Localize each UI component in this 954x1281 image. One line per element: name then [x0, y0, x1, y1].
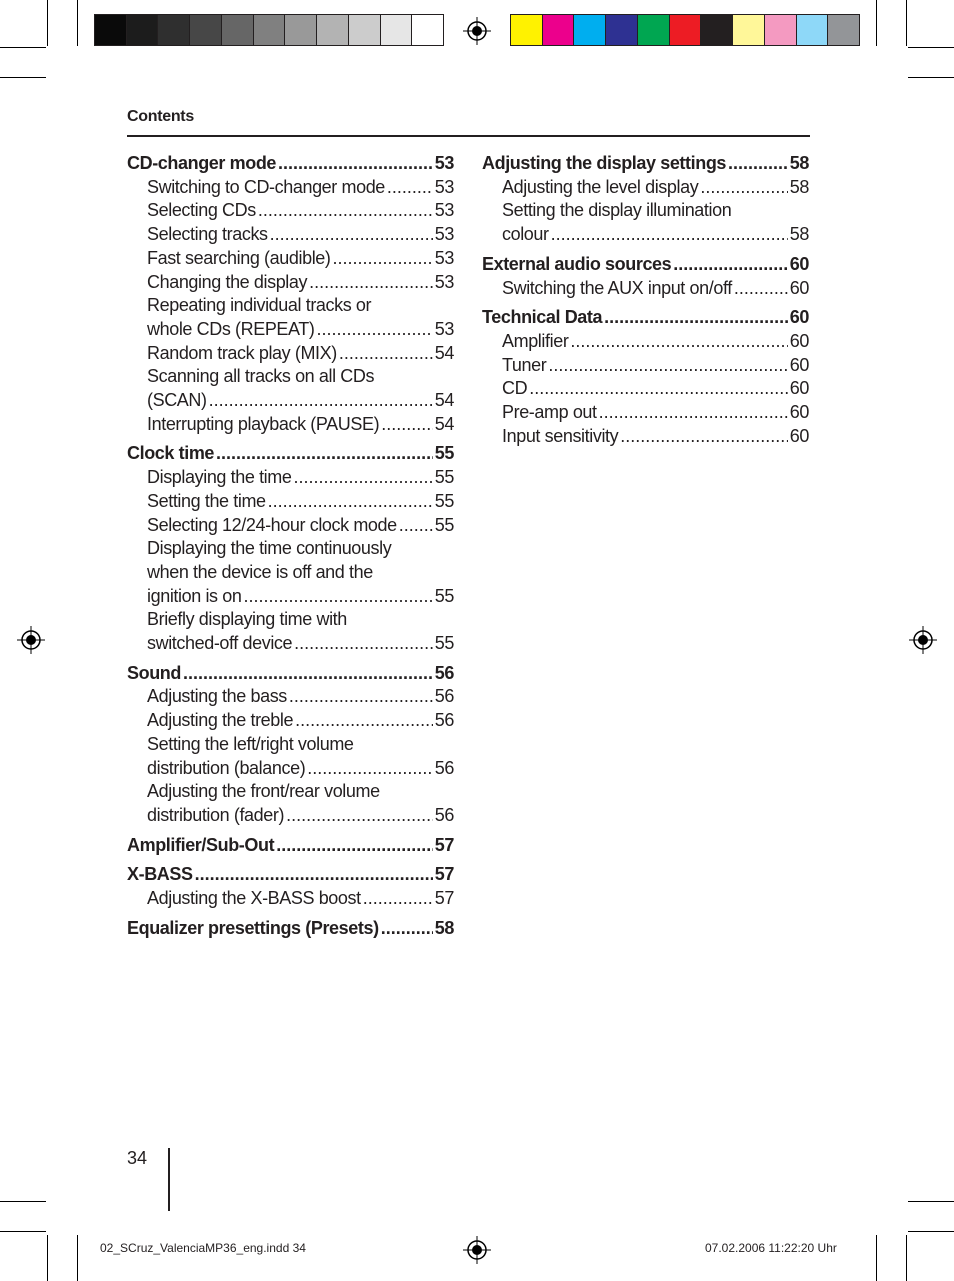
- color-swatch: [511, 15, 543, 45]
- toc-entry[interactable]: [127, 490, 454, 514]
- toc-entry-label: Setting the left/right volume: [147, 733, 354, 754]
- toc-entry-page: 56: [434, 686, 454, 707]
- crop-mark: [0, 1231, 46, 1232]
- dot-leader: [293, 466, 432, 490]
- toc-entry-label: Random track play (MIX): [147, 342, 337, 363]
- toc-heading-page: 58: [789, 153, 809, 173]
- dot-leader: [381, 917, 433, 941]
- toc-entry[interactable]: [127, 561, 454, 585]
- toc-heading[interactable]: [127, 863, 454, 887]
- crop-mark: [77, 1235, 78, 1281]
- dot-leader: [317, 318, 433, 342]
- toc-heading-page: 56: [434, 662, 454, 683]
- color-swatch: [828, 15, 859, 45]
- toc-entry-page: 60: [789, 277, 809, 298]
- dot-leader: [529, 377, 788, 401]
- toc-entry-label: Pre-amp out: [502, 402, 597, 423]
- toc-section: [127, 863, 454, 910]
- toc-entry-label: Selecting 12/24-hour clock mode: [147, 514, 397, 535]
- toc-entry[interactable]: [127, 685, 454, 709]
- color-swatch: [349, 15, 381, 45]
- dot-leader: [333, 247, 433, 271]
- color-swatch: [222, 15, 254, 45]
- toc-entry-label: Adjusting the treble: [147, 710, 294, 731]
- toc-entry-page: 60: [789, 330, 809, 351]
- registration-mark-icon: [463, 17, 491, 45]
- crop-mark: [876, 0, 877, 46]
- color-swatch: [701, 15, 733, 45]
- crop-mark: [908, 1231, 954, 1232]
- dot-leader: [399, 514, 433, 538]
- grayscale-calibration-bar: [94, 14, 444, 46]
- dot-leader: [309, 271, 433, 295]
- toc-entry-page: 53: [434, 271, 454, 292]
- toc-heading-label: Equalizer presettings (Presets): [127, 917, 379, 938]
- toc-section: [482, 152, 809, 247]
- toc-entry[interactable]: [127, 294, 454, 318]
- color-swatch: [381, 15, 413, 45]
- toc-entry-label: switched-off device: [147, 633, 293, 654]
- crop-mark: [0, 47, 46, 48]
- toc-entry[interactable]: [127, 365, 454, 389]
- toc-heading-page: 57: [434, 864, 454, 885]
- toc-entry-label: Scanning all tracks on all CDs: [147, 366, 375, 387]
- toc-entry-label: Setting the display illumination: [502, 200, 732, 221]
- print-slug-timestamp: 07.02.2006 11:22:20 Uhr: [705, 1241, 837, 1255]
- toc-entry-label: when the device is off and the: [147, 561, 373, 582]
- toc-heading-page: 58: [434, 917, 454, 938]
- color-swatch: [797, 15, 829, 45]
- crop-mark: [906, 0, 907, 46]
- dot-leader: [195, 863, 433, 887]
- registration-mark-icon: [463, 1236, 491, 1264]
- toc-heading-label: X-BASS: [127, 864, 193, 885]
- toc-entry[interactable]: [127, 413, 454, 437]
- dot-leader: [243, 585, 432, 609]
- toc-entry[interactable]: [127, 780, 454, 804]
- toc-entry[interactable]: [127, 199, 454, 223]
- toc-entry-label: Selecting tracks: [147, 224, 268, 245]
- toc-entry-page: 58: [789, 176, 809, 197]
- toc-entry-label: Repeating individual tracks or: [147, 295, 372, 316]
- toc-section: [127, 917, 454, 941]
- color-calibration-bar: [510, 14, 860, 46]
- toc-entry-label: Switching the AUX input on/off: [502, 277, 732, 298]
- header-divider: [127, 135, 810, 137]
- toc-heading-label: External audio sources: [482, 253, 672, 274]
- toc-heading-page: 60: [789, 307, 809, 328]
- toc-heading-label: Sound: [127, 662, 181, 683]
- dot-leader: [599, 401, 788, 425]
- toc-entry[interactable]: [127, 709, 454, 733]
- toc-entry-page: 53: [434, 200, 454, 221]
- dot-leader: [548, 354, 787, 378]
- toc-heading[interactable]: [127, 442, 454, 466]
- toc-entry[interactable]: [482, 277, 809, 301]
- page-number: 34: [127, 1148, 148, 1168]
- toc-heading-page: 55: [434, 443, 454, 464]
- dot-leader: [620, 425, 788, 449]
- toc-entry-label: Selecting CDs: [147, 200, 256, 221]
- toc-heading[interactable]: [482, 253, 809, 277]
- toc-entry[interactable]: [127, 537, 454, 561]
- toc-entry-label: Adjusting the front/rear volume: [147, 781, 380, 802]
- color-swatch: [638, 15, 670, 45]
- toc-entry-page: 56: [434, 757, 454, 778]
- toc-entry-label: Briefly displaying time with: [147, 609, 347, 630]
- toc-section: [127, 834, 454, 858]
- toc-column-left: [127, 152, 454, 947]
- crop-mark: [47, 1235, 48, 1281]
- color-swatch: [412, 15, 443, 45]
- toc-entry-page: 53: [434, 224, 454, 245]
- color-swatch: [670, 15, 702, 45]
- crop-mark: [908, 47, 954, 48]
- toc-entry-page: 55: [434, 514, 454, 535]
- toc-entry-label: Input sensitivity: [502, 425, 619, 446]
- toc-entry-label: Displaying the time continuously: [147, 538, 392, 559]
- toc-entry[interactable]: [127, 389, 454, 413]
- color-swatch: [95, 15, 127, 45]
- toc-entry-page: 54: [434, 390, 454, 411]
- dot-leader: [278, 152, 433, 176]
- color-swatch: [606, 15, 638, 45]
- toc-entry-page: 55: [434, 633, 454, 654]
- dot-leader: [307, 757, 432, 781]
- toc-entry[interactable]: [127, 733, 454, 757]
- toc-entry-label: Adjusting the bass: [147, 686, 287, 707]
- dot-leader: [700, 176, 787, 200]
- toc-entry-label: distribution (balance): [147, 757, 306, 778]
- toc-entry-page: 55: [434, 585, 454, 606]
- toc-entry-page: 55: [434, 490, 454, 511]
- color-swatch: [574, 15, 606, 45]
- toc-section: [482, 306, 809, 448]
- toc-entry-page: 60: [789, 378, 809, 399]
- dot-leader: [363, 887, 433, 911]
- toc-entry-page: 57: [434, 888, 454, 909]
- toc-entry-label: Fast searching (audible): [147, 247, 331, 268]
- dot-leader: [183, 662, 433, 686]
- crop-mark: [0, 1201, 46, 1202]
- toc-entry[interactable]: [127, 757, 454, 781]
- toc-heading-page: 57: [434, 834, 454, 855]
- toc-entry-page: 53: [434, 247, 454, 268]
- toc-entry[interactable]: [482, 199, 809, 223]
- color-swatch: [317, 15, 349, 45]
- toc-entry-page: 55: [434, 467, 454, 488]
- color-swatch: [190, 15, 222, 45]
- toc-entry-page: 58: [789, 224, 809, 245]
- dot-leader: [381, 413, 433, 437]
- registration-mark-icon: [909, 626, 937, 654]
- toc-heading[interactable]: [127, 152, 454, 176]
- toc-section: [127, 152, 454, 436]
- toc-entry[interactable]: [482, 425, 809, 449]
- toc-entry[interactable]: [127, 271, 454, 295]
- toc-entry-label: Changing the display: [147, 271, 308, 292]
- toc-entry[interactable]: [482, 330, 809, 354]
- toc-entry-page: 60: [789, 354, 809, 375]
- toc-entry[interactable]: [482, 401, 809, 425]
- print-slug-filename: 02_SCruz_ValenciaMP36_eng.indd 34: [100, 1241, 306, 1255]
- dot-leader: [209, 389, 433, 413]
- toc-entry-label: distribution (fader): [147, 804, 285, 825]
- toc-section: [127, 662, 454, 828]
- dot-leader: [289, 685, 433, 709]
- color-swatch: [733, 15, 765, 45]
- toc-heading-label: CD-changer mode: [127, 153, 277, 173]
- toc-entry[interactable]: [127, 514, 454, 538]
- color-swatch: [765, 15, 797, 45]
- dot-leader: [387, 176, 433, 200]
- toc-entry-page: 60: [789, 425, 809, 446]
- dot-leader: [216, 442, 433, 466]
- dot-leader: [673, 253, 787, 277]
- toc-heading-label: Technical Data: [482, 307, 603, 328]
- toc-entry-label: Interrupting playback (PAUSE): [147, 413, 380, 434]
- toc-entry-page: 54: [434, 413, 454, 434]
- dot-leader: [286, 804, 433, 828]
- color-swatch: [254, 15, 286, 45]
- page-number-divider: [168, 1148, 170, 1211]
- dot-leader: [728, 152, 788, 176]
- toc-entry-page: 56: [434, 804, 454, 825]
- toc-entry[interactable]: [127, 887, 454, 911]
- dot-leader: [551, 223, 788, 247]
- crop-mark: [77, 0, 78, 46]
- dot-leader: [270, 223, 433, 247]
- toc-entry[interactable]: [127, 608, 454, 632]
- toc-entry-label: Adjusting the level display: [502, 176, 699, 197]
- dot-leader: [339, 342, 433, 366]
- toc-heading[interactable]: [127, 662, 454, 686]
- toc-entry[interactable]: [127, 466, 454, 490]
- toc-entry[interactable]: [127, 342, 454, 366]
- toc-heading-page: 60: [789, 253, 809, 274]
- toc-entry[interactable]: [127, 632, 454, 656]
- toc-entry[interactable]: [482, 377, 809, 401]
- dot-leader: [734, 277, 788, 301]
- toc-heading-label: Adjusting the display settings: [482, 153, 727, 173]
- toc-entry-label: Amplifier: [502, 330, 569, 351]
- crop-mark: [876, 1235, 877, 1281]
- toc-heading[interactable]: [482, 152, 809, 176]
- dot-leader: [276, 834, 433, 858]
- toc-entry-page: 53: [434, 176, 454, 197]
- dot-leader: [258, 199, 433, 223]
- toc-entry[interactable]: [127, 247, 454, 271]
- color-swatch: [285, 15, 317, 45]
- crop-mark: [908, 1201, 954, 1202]
- toc-entry-label: Tuner: [502, 354, 547, 375]
- toc-section: [127, 442, 454, 655]
- page-section-title: Contents: [127, 108, 194, 125]
- toc-heading[interactable]: [127, 917, 454, 941]
- toc-heading-page: 53: [434, 153, 454, 173]
- toc-heading-label: Clock time: [127, 443, 215, 464]
- toc-entry-label: ignition is on: [147, 585, 242, 606]
- crop-mark: [0, 77, 46, 78]
- toc-entry[interactable]: [127, 176, 454, 200]
- crop-mark: [908, 77, 954, 78]
- dot-leader: [570, 330, 787, 354]
- toc-entry[interactable]: [127, 223, 454, 247]
- toc-entry-label: Adjusting the X-BASS boost: [147, 888, 361, 909]
- toc-entry-label: (SCAN): [147, 390, 207, 411]
- color-swatch: [158, 15, 190, 45]
- toc-entry-page: 53: [434, 318, 454, 339]
- dot-leader: [604, 306, 788, 330]
- toc-heading[interactable]: [482, 306, 809, 330]
- dot-leader: [294, 632, 433, 656]
- dot-leader: [268, 490, 433, 514]
- toc-column-right: [482, 152, 809, 454]
- color-swatch: [127, 15, 159, 45]
- toc-entry[interactable]: [482, 223, 809, 247]
- toc-entry-label: colour: [502, 224, 549, 245]
- toc-entry[interactable]: [482, 354, 809, 378]
- toc-entry-label: Displaying the time: [147, 467, 292, 488]
- toc-entry-label: Switching to CD-changer mode: [147, 176, 385, 197]
- toc-entry[interactable]: [127, 585, 454, 609]
- toc-entry[interactable]: [482, 176, 809, 200]
- toc-entry-label: Setting the time: [147, 490, 266, 511]
- toc-heading[interactable]: [127, 834, 454, 858]
- toc-entry-page: 56: [434, 710, 454, 731]
- registration-mark-icon: [17, 626, 45, 654]
- crop-mark: [906, 1235, 907, 1281]
- toc-heading-label: Amplifier/Sub-Out: [127, 834, 275, 855]
- toc-entry[interactable]: [127, 318, 454, 342]
- crop-mark: [47, 0, 48, 46]
- toc-entry[interactable]: [127, 804, 454, 828]
- toc-entry-label: whole CDs (REPEAT): [147, 318, 315, 339]
- toc-entry-page: 60: [789, 402, 809, 423]
- toc-section: [482, 253, 809, 300]
- toc-entry-page: 54: [434, 342, 454, 363]
- color-swatch: [543, 15, 575, 45]
- toc-entry-label: CD: [502, 378, 528, 399]
- dot-leader: [295, 709, 433, 733]
